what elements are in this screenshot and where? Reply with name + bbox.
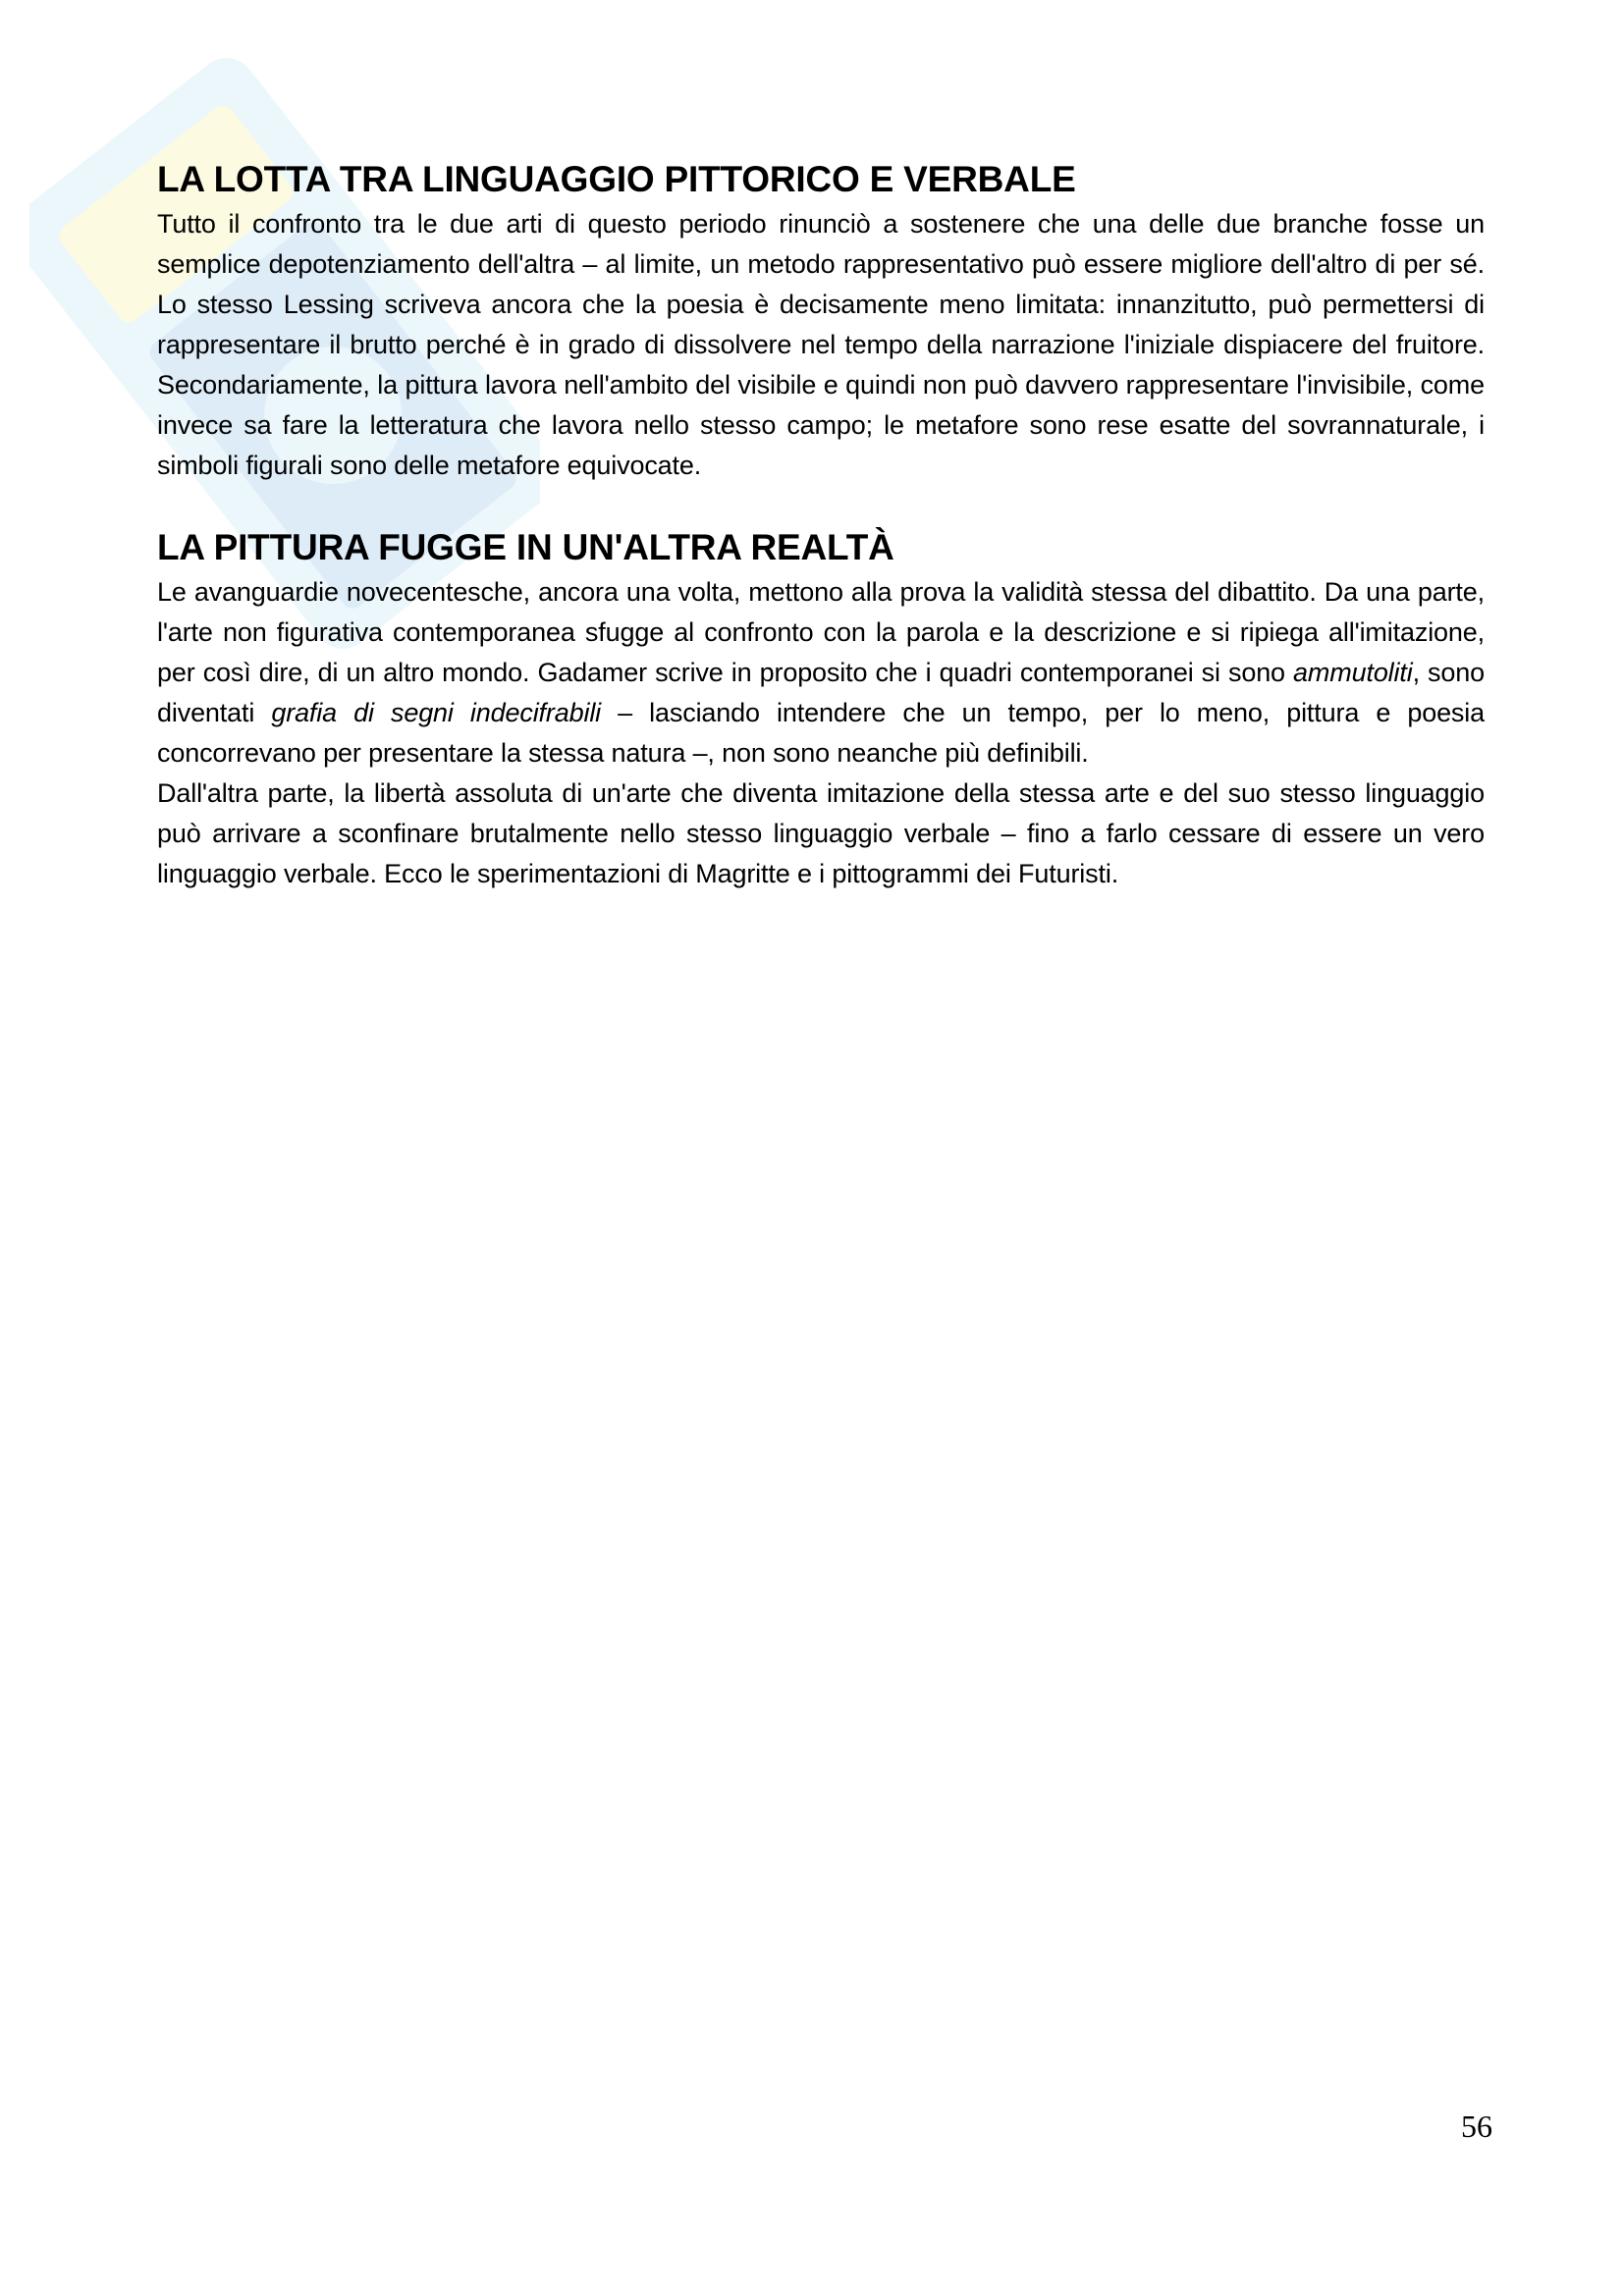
paragraph-text: Le avanguardie novecentesche, ancora una volta, mettono alla prova la validità stessa del dibattito. Da una parte, l'arte non figurativa contemporanea sfugge al confronto con la parola e la descrizione e si ripiega all'imitazione, per così dire, di un altro mondo. Gadamer scrive in proposito che i quadri contemporanei si sono: [157, 577, 1485, 687]
section-title: LA LOTTA TRA LINGUAGGIO PITTORICO E VERBALE: [157, 159, 1076, 199]
paragraph: Tutto il confronto tra le due arti di questo periodo rinunciò a sostenere che una delle due branche fosse un semplice depotenziamento dell'altra – al limite, un metodo rappresentativo può essere migliore dell'altro di per sé. Lo stesso Lessing scriveva ancora che la poesia è decisamente meno limitata: innanzitutto, può permettersi di rappresentare il brutto perché è in grado di dissolvere nel tempo della narrazione l'iniziale dispiacere del fruitore. Secondariamente, la pittura lavora nell'ambito del visibile e quindi non può davvero rappresentare l'invisibile, come invece sa fare la letteratura che lavora nello stesso campo; le metafore sono rese esatte del sovrannaturale, i simboli figurali sono delle metafore equivocate.: [157, 209, 1485, 480]
paragraph: Dall'altra parte, la libertà assoluta di un'arte che diventa imitazione della stessa arte e del suo stesso linguaggio può arrivare a sconfinare brutalmente nello stesso linguaggio verbale – fino a farlo cessare di essere un vero linguaggio verbale. Ecco le sperimentazioni di Magritte e i pittogrammi dei Futuristi.: [157, 778, 1485, 888]
section-pittura-fugge: [157, 525, 1485, 894]
document-page: [157, 157, 1485, 934]
section-lotta: [157, 157, 1485, 486]
paragraph: [157, 572, 1485, 774]
italic-term: ammutoliti: [1293, 658, 1413, 687]
paragraph-text: , sono diventati: [157, 658, 1485, 727]
paragraph-text: – lasciando intendere che un tempo, per lo meno, pittura e poesia concorrevano per presentare la stessa natura –, non sono neanche più definibili.: [157, 698, 1486, 768]
section-title: LA PITTURA FUGGE IN UN'ALTRA REALTÀ: [157, 527, 894, 567]
italic-term: grafia di segni indecifrabili: [271, 698, 602, 727]
page-number: 56: [1461, 2109, 1492, 2144]
